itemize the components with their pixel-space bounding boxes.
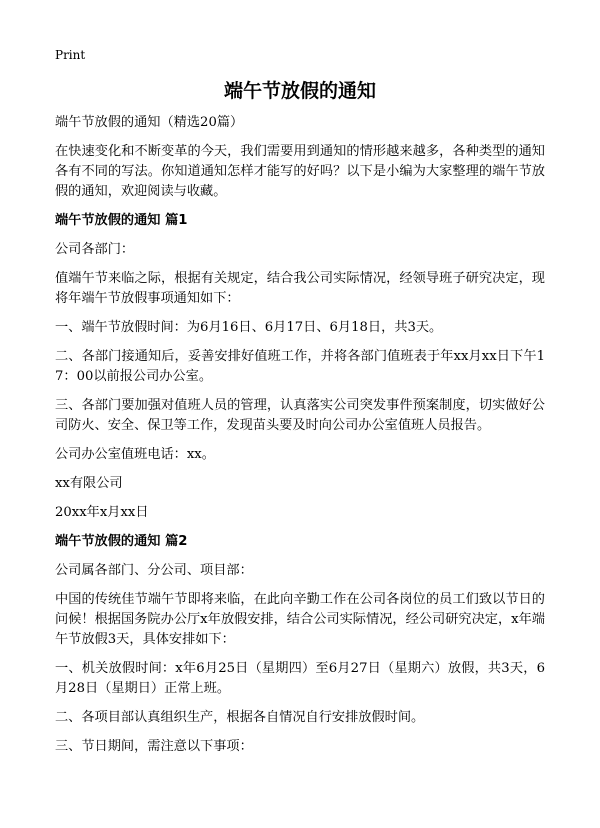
section-paragraph: 三、节日期间，需注意以下事项：: [55, 739, 253, 754]
intro-paragraph: 在快速变化和不断变革的今天，我们需要用到通知的情形越来越多，各种类型的通知各有不同的写法。你知道通知怎样才能写的好吗？以下是小编为大家整理的端午节放假的通知，欢迎阅读与收藏。: [55, 144, 545, 199]
section-paragraph: 值端午节来临之际，根据有关规定，结合我公司实际情况，经领导班子研究决定，现将年端午节放假事项通知如下：: [55, 271, 545, 306]
section-paragraph: 二、各部门接通知后，妥善安排好值班工作，并将各部门值班表于年xx月xx日下午17：00以前报公司办公室。: [55, 349, 545, 384]
print-link[interactable]: Print: [55, 48, 86, 62]
page-title: 端午节放假的通知: [223, 80, 376, 102]
section-paragraph: 一、端午节放假时间：为6月16日、6月17日、6月18日，共3天。: [55, 320, 443, 335]
section-paragraph: 中国的传统佳节端午节即将来临，在此向辛勤工作在公司各岗位的员工们致以节日的问候！根据国务院办公厅x年放假安排，结合公司实际情况，经公司研究决定，x年端午节放假3天，具体安排如下：: [55, 592, 545, 647]
notice-section: [55, 532, 545, 757]
notice-section: [55, 211, 545, 523]
section-paragraph: 公司各部门：: [55, 242, 135, 257]
section-heading: 端午节放假的通知 篇1: [55, 213, 188, 228]
section-paragraph: 一、机关放假时间：x年6月25日（星期四）至6月27日（星期六）放假，共3天，6月28日（星期日）正常上班。: [55, 661, 545, 696]
section-paragraph: 二、各项目部认真组织生产，根据各自情况自行安排放假时间。: [55, 710, 425, 725]
section-paragraph: 20xx年x月xx日: [55, 505, 149, 520]
section-paragraph: 公司属各部门、分公司、项目部：: [55, 563, 253, 578]
section-paragraph: 三、各部门要加强对值班人员的管理，认真落实公司突发事件预案制度，切实做好公司防火、安全、保卫等工作，发现苗头要及时向公司办公室值班人员报告。: [55, 398, 545, 433]
section-heading: 端午节放假的通知 篇2: [55, 534, 188, 549]
sections-container: [55, 211, 545, 757]
document-subtitle: 端午节放假的通知（精选20篇）: [55, 115, 244, 130]
section-paragraph: 公司办公室值班电话：xx。: [55, 447, 215, 462]
section-paragraph: xx有限公司: [55, 476, 123, 491]
